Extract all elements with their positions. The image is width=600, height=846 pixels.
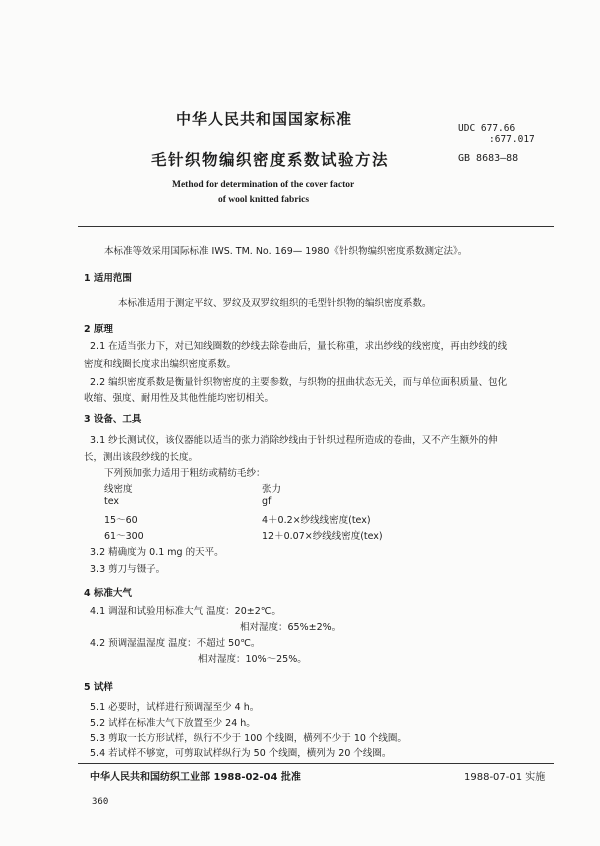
clause-2-1-line1: 2.1 在适当张力下，对已知线圈数的纱线去除卷曲后，量长称重，求出纱线的线密度，再由纱线的线 bbox=[90, 341, 508, 352]
clause-3-3: 3.3 剪刀与镊子。 bbox=[90, 564, 166, 575]
section-5-heading: 5 试样 bbox=[84, 682, 113, 693]
clause-2-2-line1: 2.2 编织密度系数是衡量针织物密度的主要参数，与织物的扭曲状态无关，而与单位面积质量、包化 bbox=[90, 377, 508, 388]
clause-4-1-line1: 4.1 调湿和试验用标准大气 温度：20±2℃。 bbox=[90, 606, 281, 617]
table-header-density: 线密度 bbox=[104, 484, 133, 495]
intro-paragraph: 本标准等效采用国际标准 IWS. TM. No. 169— 1980《针织物编织密度系数测定法》。 bbox=[104, 246, 468, 257]
clause-5-2: 5.2 试样在标准大气下放置至少 24 h。 bbox=[90, 718, 256, 729]
clause-5-4: 5.4 若试样不够宽，可剪取试样纵行为 50 个线圈，横列为 20 个线圈。 bbox=[90, 748, 392, 759]
header-divider bbox=[78, 226, 554, 227]
page-number: 360 bbox=[92, 797, 109, 807]
clause-4-2-line2: 相对湿度：10%～25%。 bbox=[198, 654, 307, 665]
section-2-heading: 2 原理 bbox=[84, 324, 113, 335]
section-3-heading: 3 设备、工具 bbox=[84, 414, 142, 425]
clause-2-1-line2: 密度和线圈长度求出编织密度系数。 bbox=[84, 359, 237, 370]
clause-3-1-line2: 长，测出该段纱线的长度。 bbox=[84, 452, 199, 463]
footer-divider bbox=[78, 763, 554, 764]
document-title-cn: 毛针织物编织密度系数试验方法 bbox=[151, 151, 390, 169]
clause-5-3: 5.3 剪取一长方形试样，纵行不少于 100 个线圈，横列不少于 10 个线圈。 bbox=[90, 733, 407, 744]
table-row-2-range: 61～300 bbox=[104, 531, 144, 542]
clause-4-2-line1: 4.2 预调湿温湿度 温度：不超过 50℃。 bbox=[90, 638, 261, 649]
clause-3-1-line1: 3.1 纱长测试仪，该仪器能以适当的张力消除纱线由于针织过程所造成的卷曲，又不产生额外的伸 bbox=[90, 435, 498, 446]
table-unit-density: tex bbox=[104, 496, 120, 507]
clause-4-1-line2: 相对湿度：65%±2%。 bbox=[240, 622, 342, 633]
table-unit-tension: gf bbox=[262, 496, 272, 507]
section-4-heading: 4 标准大气 bbox=[84, 588, 132, 599]
table-header-tension: 张力 bbox=[262, 484, 282, 495]
approval-line: 中华人民共和国纺织工业部 1988-02-04 批准 bbox=[90, 772, 301, 783]
section-1-heading: 1 适用范围 bbox=[84, 273, 132, 284]
udc-code-continued: :677.017 bbox=[489, 134, 535, 145]
section-1-text: 本标准适用于测定平纹、罗纹及双罗纹组织的毛型针织物的编织密度系数。 bbox=[118, 298, 432, 309]
document-title-en-line2: of wool knitted fabrics bbox=[218, 195, 310, 205]
gb-number: GB 8683—88 bbox=[458, 153, 519, 164]
document-title-en-line1: Method for determination of the cover factor bbox=[172, 180, 355, 190]
clause-3-1-line3: 下列预加张力适用于粗纺或精纺毛纱： bbox=[104, 468, 266, 479]
clause-5-1: 5.1 必要时，试样进行预调湿至少 4 h。 bbox=[90, 702, 260, 713]
clause-2-2-line2: 收缩、强度、耐用性及其他性能均密切相关。 bbox=[84, 393, 275, 404]
udc-code: UDC 677.66 bbox=[458, 123, 516, 134]
table-row-1-tension: 4＋0.2×纱线线密度(tex) bbox=[262, 515, 371, 526]
implementation-date: 1988-07-01 实施 bbox=[464, 772, 546, 783]
table-row-2-tension: 12＋0.07×纱线线密度(tex) bbox=[262, 531, 383, 542]
clause-3-2: 3.2 精确度为 0.1 mg 的天平。 bbox=[90, 547, 224, 558]
standard-body-title: 中华人民共和国国家标准 bbox=[176, 110, 353, 128]
table-row-1-range: 15～60 bbox=[104, 515, 138, 526]
